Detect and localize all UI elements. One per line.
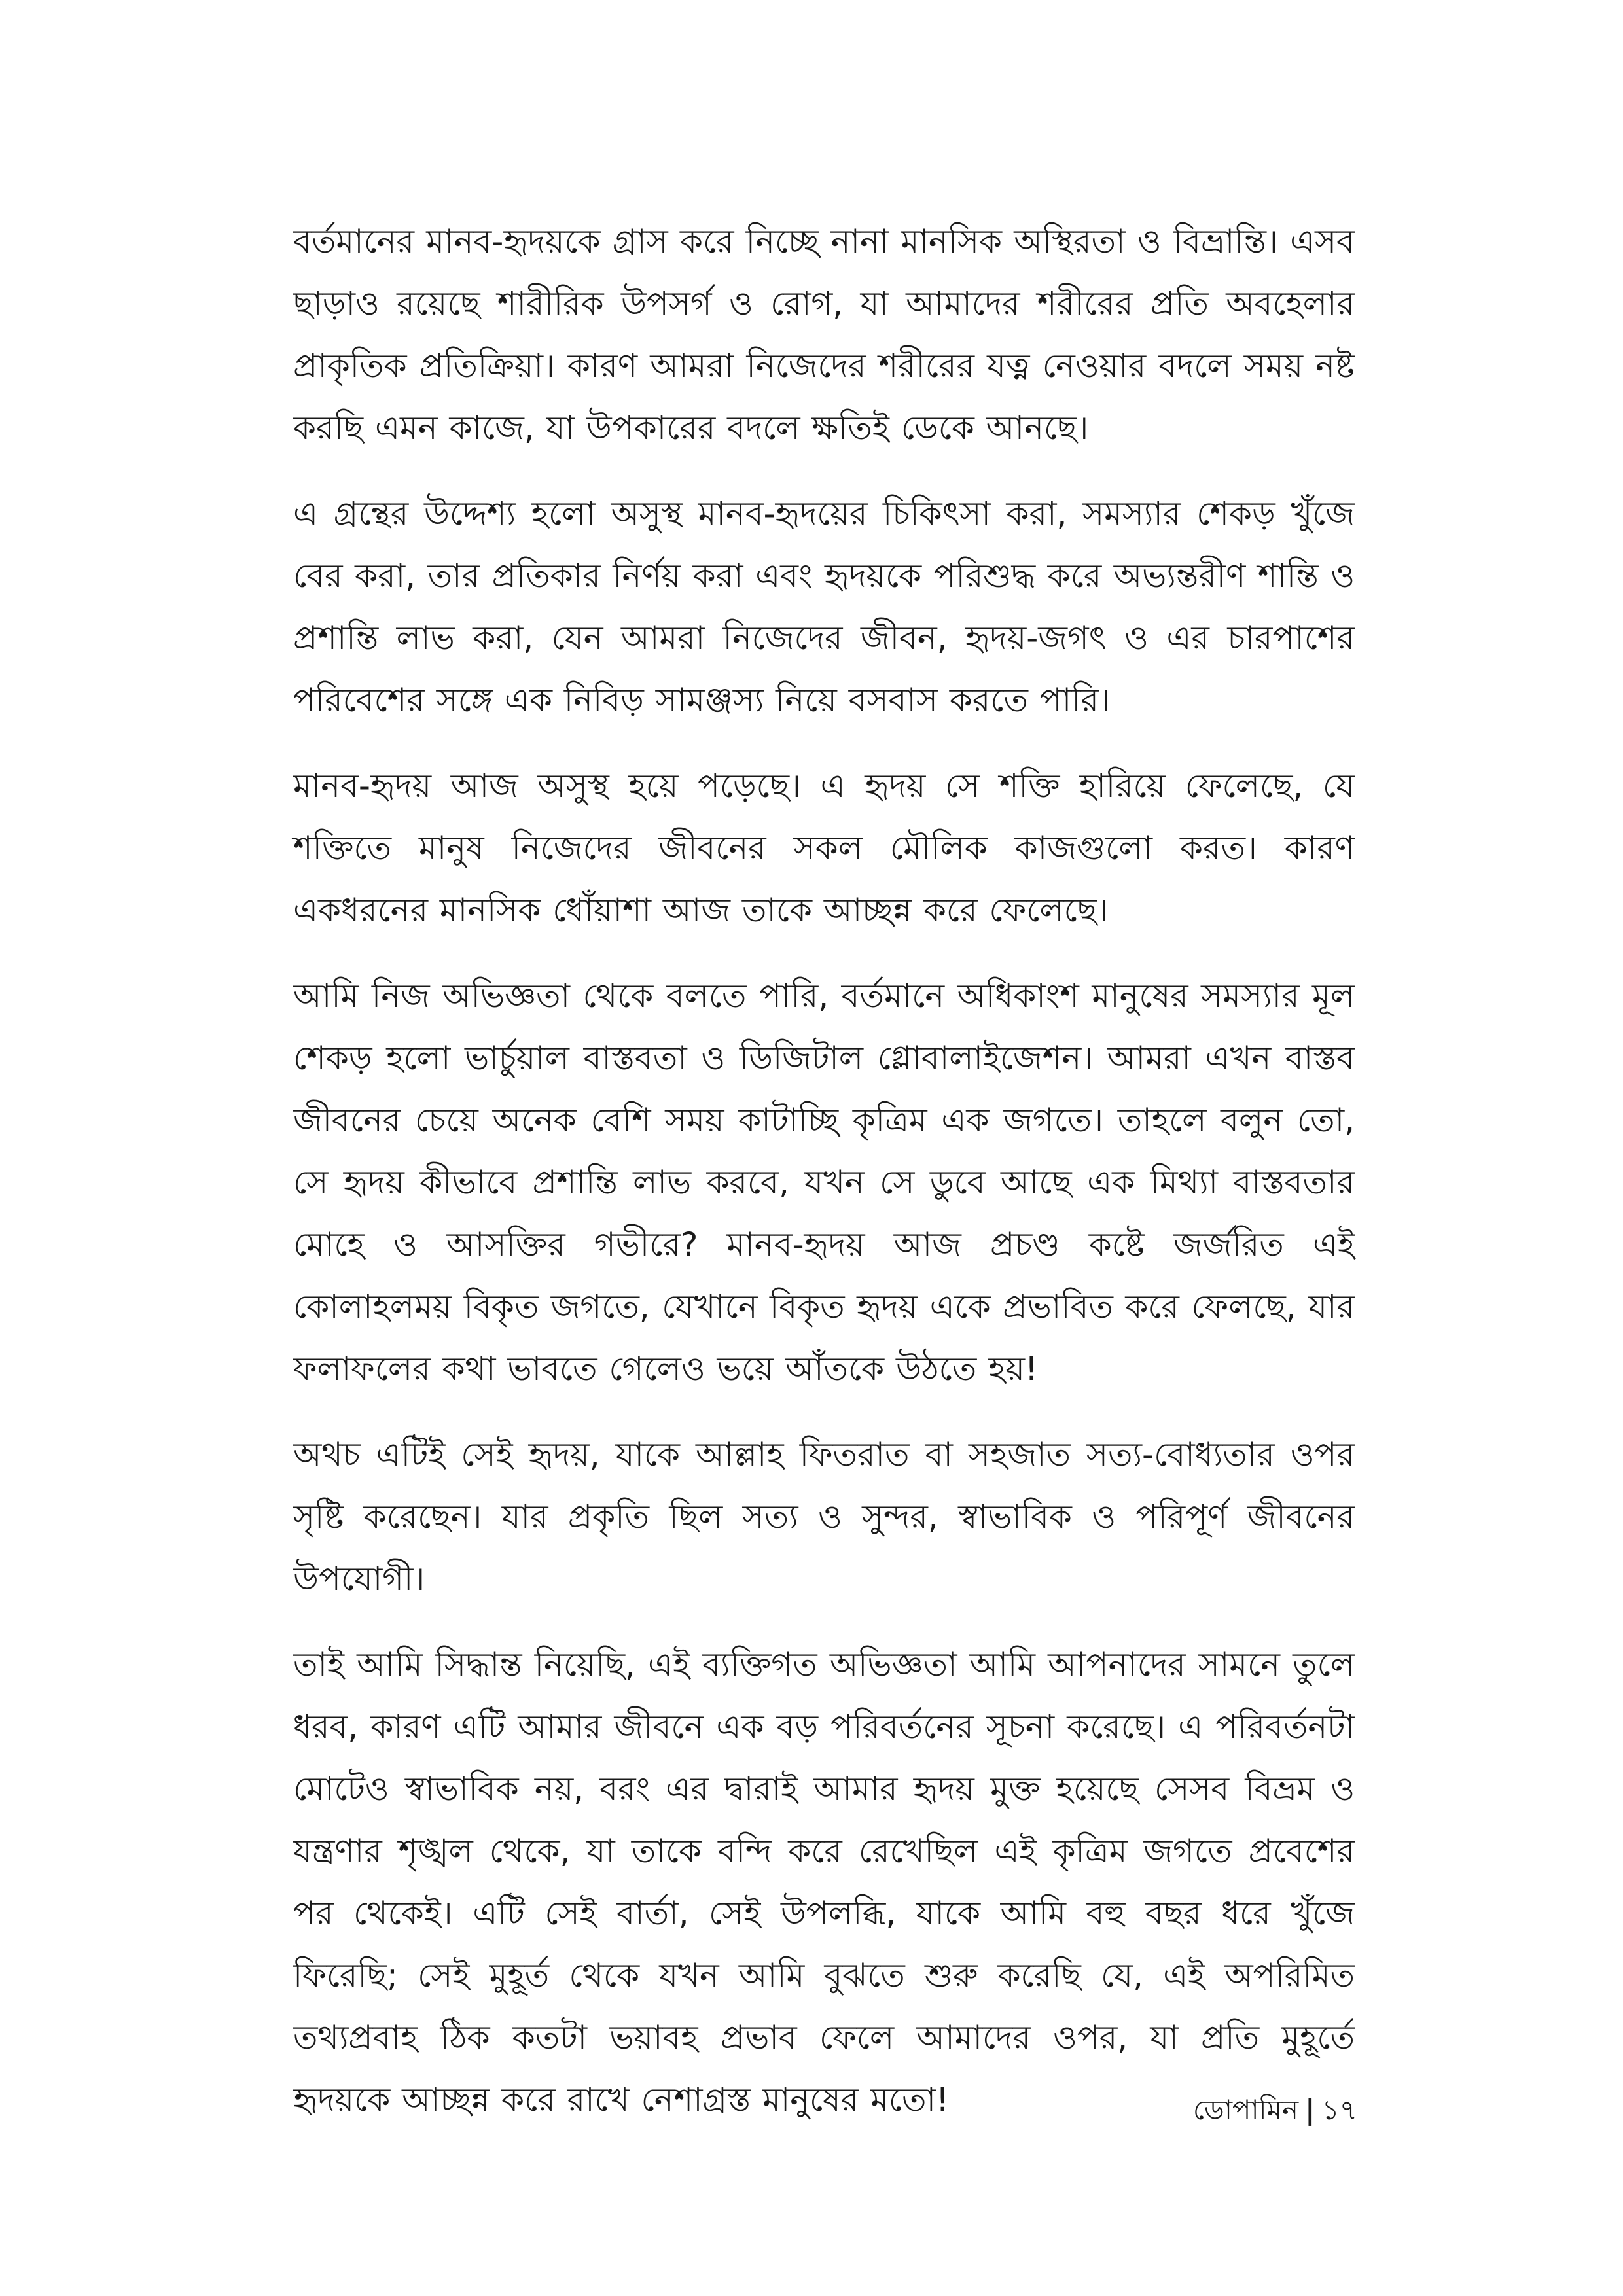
paragraph-2: এ গ্রন্থের উদ্দেশ্য হলো অসুস্থ মানব-হৃদয়ের চিকিৎসা করা, সমস্যার শেকড় খুঁজে বের করা, তার প্রতিকার নির্ণয় করা এবং হৃদয়কে পরিশুদ্ধ করে অভ্যন্তরীণ শান্তি ও প্রশান্তি লাভ করা, যেন আমরা নিজেদের জীবন, হৃদয়-জগৎ ও এর চারপাশের পরিবেশের সঙ্গে এক নিবিড় সামঞ্জস্য নিয়ে বসবাস করতে পারি। [293, 495, 1355, 719]
paragraph-3: মানব-হৃদয় আজ অসুস্থ হয়ে পড়েছে। এ হৃদয় সে শক্তি হারিয়ে ফেলেছে, যে শক্তিতে মানুষ নিজেদের জীবনের সকল মৌলিক কাজগুলো করত। কারণ একধরনের মানসিক ধোঁয়াশা আজ তাকে আচ্ছন্ন করে ফেলেছে। [293, 767, 1355, 929]
paragraph-4: আমি নিজ অভিজ্ঞতা থেকে বলতে পারি, বর্তমানে অধিকাংশ মানুষের সমস্যার মূল শেকড় হলো ভার্চুয়াল বাস্তবতা ও ডিজিটাল গ্লোবালাইজেশন। আমরা এখন বাস্তব জীবনের চেয়ে অনেক বেশি সময় কাটাচ্ছি কৃত্রিম এক জগতে। তাহলে বলুন তো, সে হৃদয় কীভাবে প্রশান্তি লাভ করবে, যখন সে ডুবে আছে এক মিথ্যা বাস্তবতার মোহে ও আসক্তির গভীরে? মানব-হৃদয় আজ প্রচণ্ড কষ্টে জর্জরিত এই কোলাহলময় বিকৃত জগতে, যেখানে বিকৃত হৃদয় একে প্রভাবিত করে ফেলছে, যার ফলাফলের কথা ভাবতে গেলেও ভয়ে আঁতকে উঠতে হয়! [293, 977, 1355, 1388]
running-title: ডোপামিন [1192, 2094, 1299, 2126]
page-number: ১৭ [1321, 2094, 1357, 2126]
body-text [293, 211, 1355, 2155]
footer-separator: | [1305, 2094, 1315, 2126]
paragraph-1: বর্তমানের মানব-হৃদয়কে গ্রাস করে নিচ্ছে নানা মানসিক অস্থিরতা ও বিভ্রান্তি। এসব ছাড়াও রয়েছে শারীরিক উপসর্গ ও রোগ, যা আমাদের শরীরের প্রতি অবহেলার প্রাকৃতিক প্রতিক্রিয়া। কারণ আমরা নিজেদের শরীরের যত্ন নেওয়ার বদলে সময় নষ্ট করছি এমন কাজে, যা উপকারের বদলে ক্ষতিই ডেকে আনছে। [293, 222, 1355, 447]
page-footer [1193, 2091, 1357, 2130]
paragraph-6: তাই আমি সিদ্ধান্ত নিয়েছি, এই ব্যক্তিগত অভিজ্ঞতা আমি আপনাদের সামনে তুলে ধরব, কারণ এটি আমার জীবনে এক বড় পরিবর্তনের সূচনা করেছে। এ পরিবর্তনটা মোটেও স্বাভাবিক নয়, বরং এর দ্বারাই আমার হৃদয় মুক্ত হয়েছে সেসব বিভ্রম ও যন্ত্রণার শৃঙ্খল থেকে, যা তাকে বন্দি করে রেখেছিল এই কৃত্রিম জগতে প্রবেশের পর থেকেই। এটি সেই বার্তা, সেই উপলব্ধি, যাকে আমি বহু বছর ধরে খুঁজে ফিরেছি; সেই মুহূর্ত থেকে যখন আমি বুঝতে শুরু করেছি যে, এই অপরিমিত তথ্যপ্রবাহ ঠিক কতটা ভয়াবহ প্রভাব ফেলে আমাদের ওপর, যা প্রতি মুহূর্তে হৃদয়কে আচ্ছন্ন করে রাখে নেশাগ্রস্ত মানুষের মতো! [293, 1646, 1355, 2119]
paragraph-5: অথচ এটিই সেই হৃদয়, যাকে আল্লাহ ফিতরাত বা সহজাত সত্য-বোধ্যতার ওপর সৃষ্টি করেছেন। যার প্রকৃতি ছিল সত্য ও সুন্দর, স্বাভাবিক ও পরিপূর্ণ জীবনের উপযোগী। [293, 1436, 1355, 1598]
